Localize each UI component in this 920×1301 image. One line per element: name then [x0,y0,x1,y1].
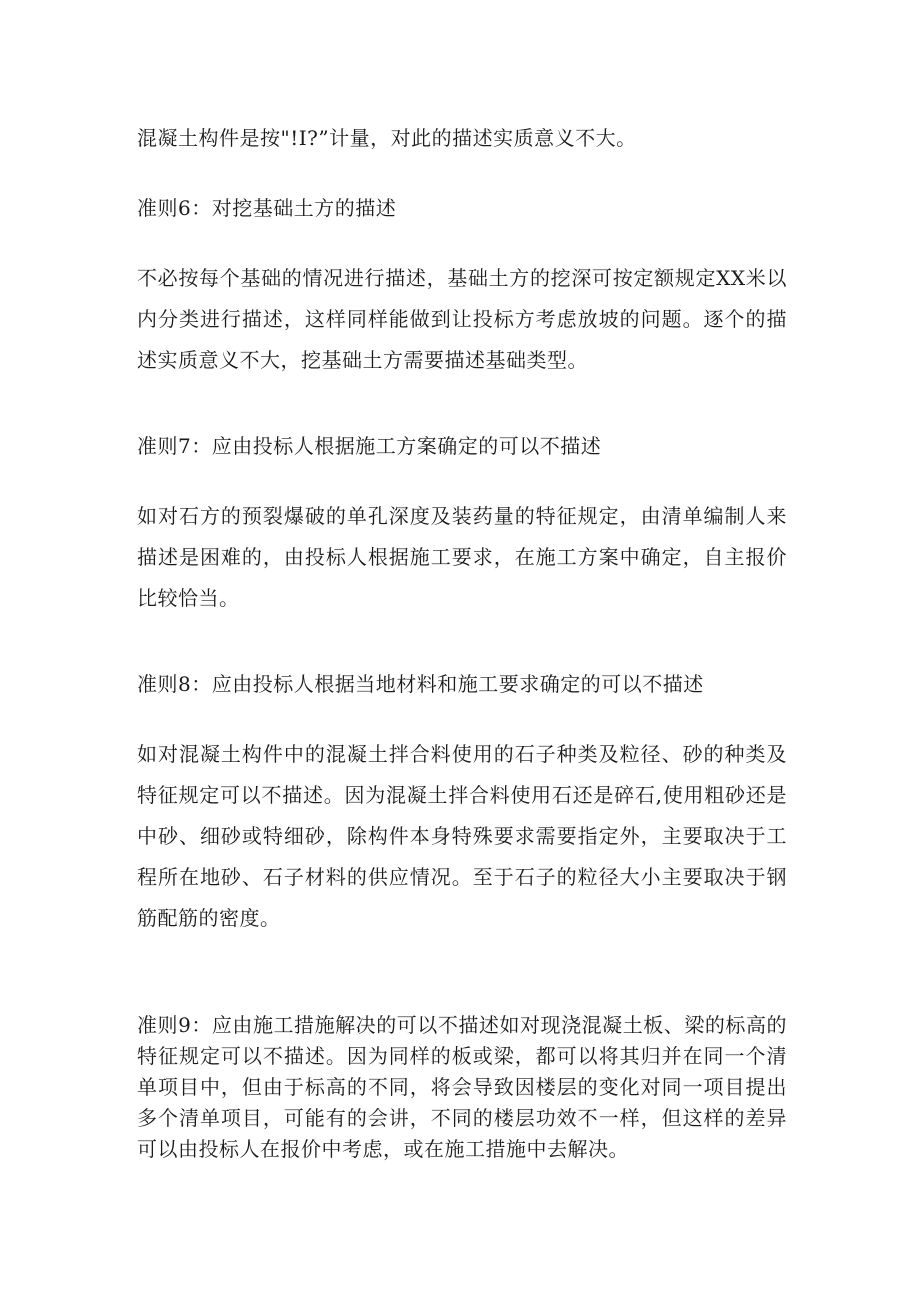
rule-heading-8: 准则8：应由投标人根据当地材料和施工要求确定的可以不描述 [137,672,704,696]
body-paragraph: 不必按每个基础的情况进行描述，基础土方的挖深可按定额规定XX米以内分类进行描述，这样同样能做到让投标方考虑放坡的问题。逐个的描述实质意义不大，挖基础土方需要描述基础类型。 [137,266,787,372]
body-paragraph: 如对石方的预裂爆破的单孔深度及装药量的特征规定，由清单编制人来描述是困难的，由投标人根据施工要求，在施工方案中确定，自主报价比较恰当。 [137,504,787,610]
body-paragraph: 混凝土构件是按"!I?”计量，对此的描述实质意义不大。 [137,126,637,150]
body-paragraph: 如对混凝土构件中的混凝土拌合料使用的石子种类及粒径、砂的种类及特征规定可以不描述。因为混凝土拌合料使用石还是碎石,使用粗砂还是中砂、细砂或特细砂，除构件本身特殊要求需要指定外，主要取决于工程所在地砂、石子材料的供应情况。至于石子的粒径大小主要取决于钢筋配筋的密度。 [137,742,787,930]
rule-heading-6: 准则6：对挖基础土方的描述 [137,196,397,220]
rule-heading-7: 准则7：应由投标人根据施工方案确定的可以不描述 [137,434,602,458]
rule-paragraph-9: 准则9：应由施工措施解决的可以不描述如对现浇混凝土板、梁的标高的特征规定可以不描述。因为同样的板或梁，都可以将其归并在同一个清单项目中，但由于标高的不同，将会导致因楼层的变化对同一项目提出多个清单项目，可能有的会讲，不同的楼层功效不一样，但这样的差异可以由投标人在报价中考虑，或在施工措施中去解决。 [137,1013,787,1161]
